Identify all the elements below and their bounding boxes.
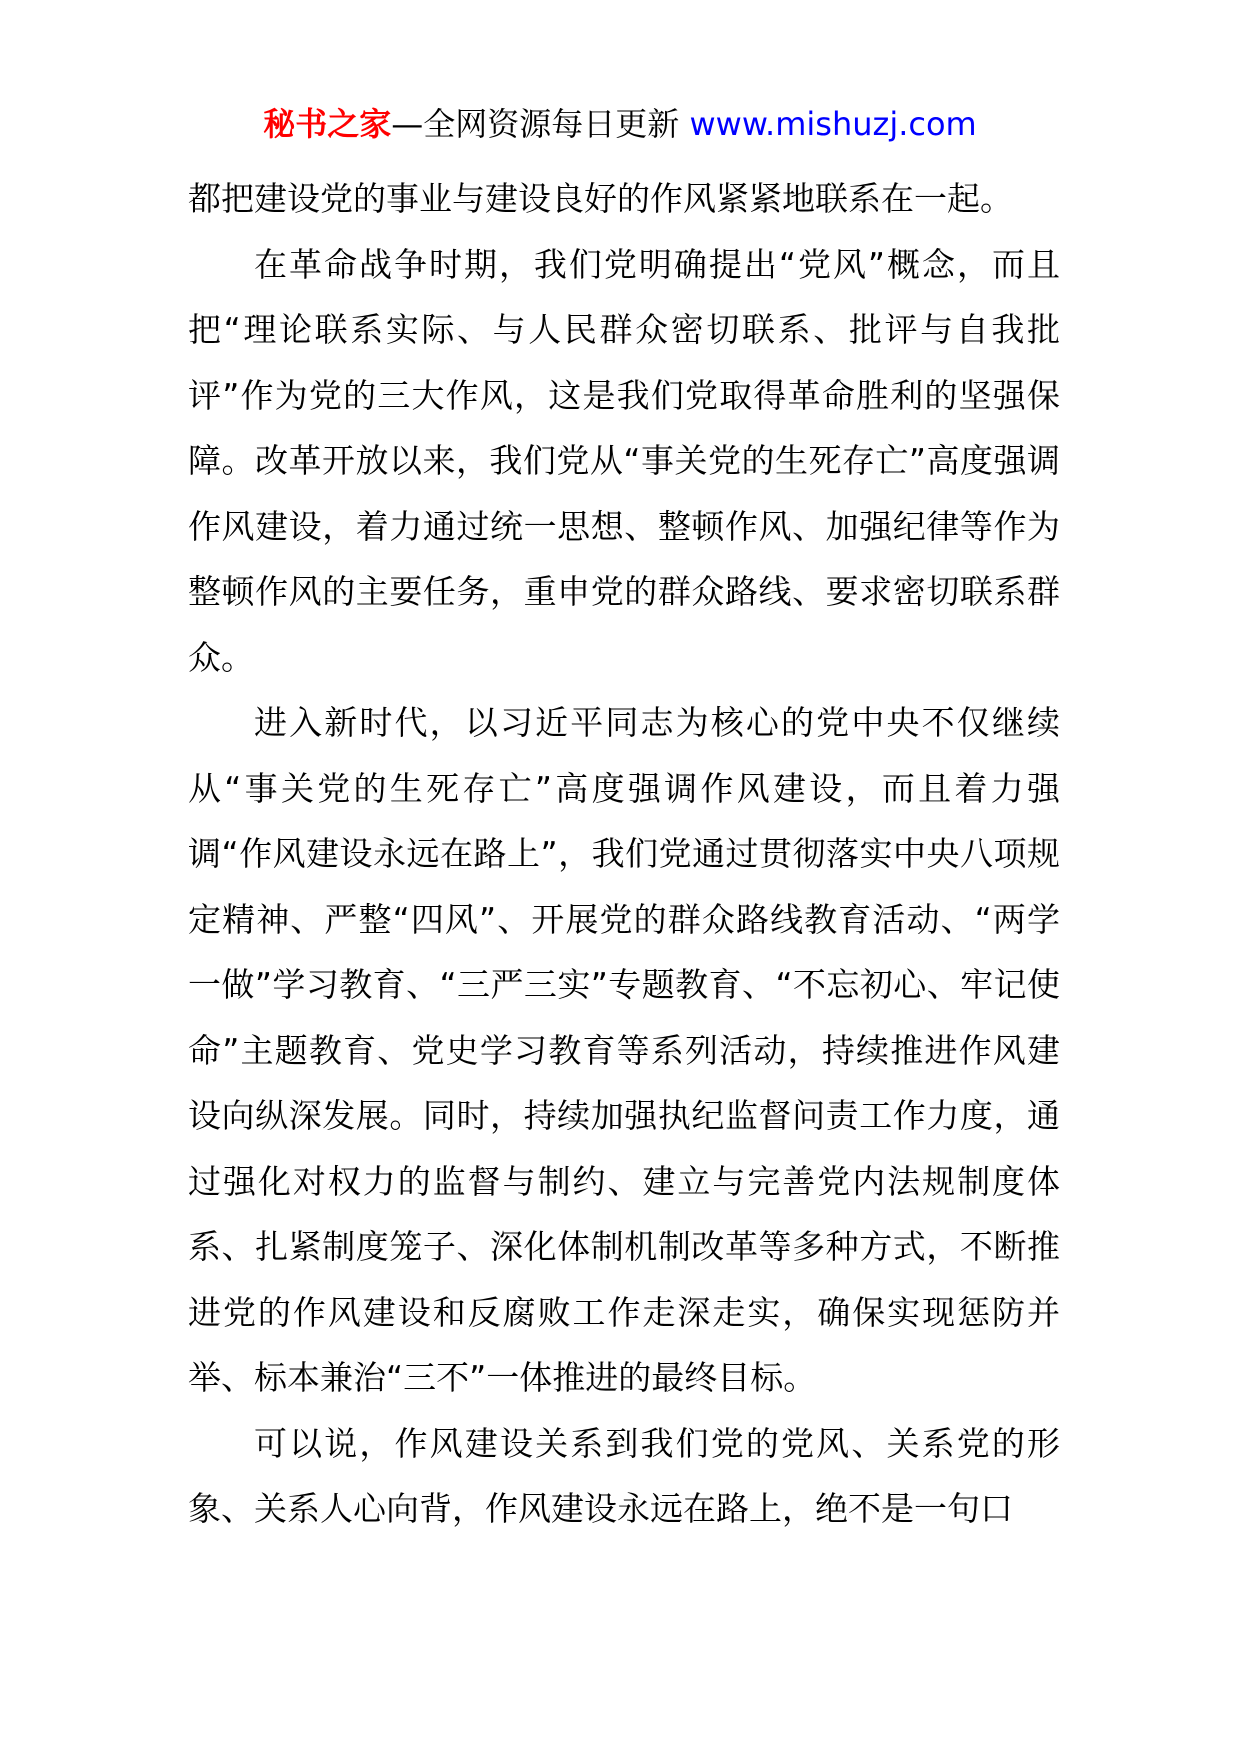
paragraph: 在革命战争时期，我们党明确提出“党风”概念，而且把“理论联系实际、与人民群众密切联系、批评与自我批评”作为党的三大作风，这是我们党取得革命胜利的坚强保障。改革开放以来，我们党从“事关党的生死存亡”高度强调作风建设，着力通过统一思想、整顿作风、加强纪律等作为整顿作风的主要任务，重申党的群众路线、要求密切联系群众。 (188, 244, 1060, 677)
paragraph: 可以说，作风建设关系到我们党的党风、关系党的形象、关系人心向背，作风建设永远在路上，绝不是一句口 (188, 1423, 1060, 1528)
site-url-link[interactable]: www.mishuzj.com (689, 105, 977, 143)
paragraph: 进入新时代，以习近平同志为核心的党中央不仅继续从“事关党的生死存亡”高度强调作风建设，而且着力强调“作风建设永远在路上”，我们党通过贯彻落实中央八项规定精神、严整“四风”、开展党的群众路线教育活动、“两学一做”学习教育、“三严三实”专题教育、“不忘初心、牢记使命”主题教育、党史学习教育等系列活动，持续推进作风建设向纵深发展。同时，持续加强执纪监督问责工作力度，通过强化对权力的监督与制约、建立与完善党内法规制度体系、扎紧制度笼子、深化体制机制改革等多种方式，不断推进党的作风建设和反腐败工作走深走实，确保实现惩防并举、标本兼治“三不”一体推进的最终目标。 (188, 703, 1060, 1397)
brand-name: 秘书之家 (263, 105, 392, 143)
document-body (188, 166, 1060, 1542)
header-tagline: —全网资源每日更新 (391, 105, 680, 143)
site-header (0, 100, 1240, 148)
paragraph-continuation: 都把建设党的事业与建设良好的作风紧紧地联系在一起。 (188, 179, 1013, 218)
